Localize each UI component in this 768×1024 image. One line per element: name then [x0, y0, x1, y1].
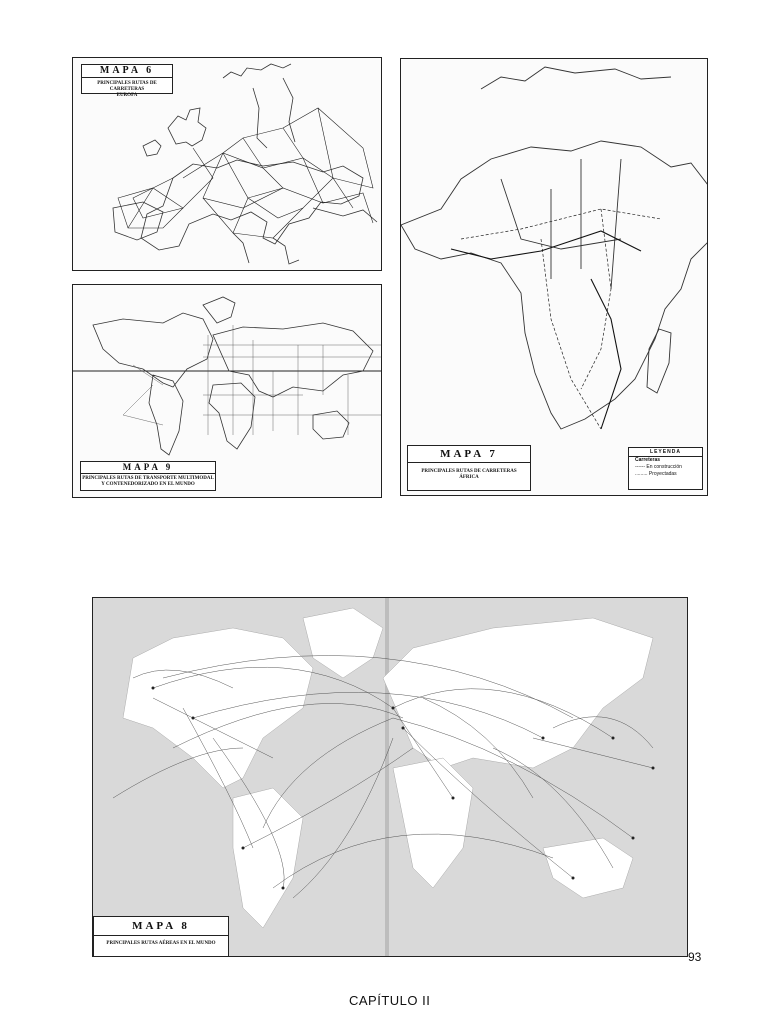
map-9-title: MAPA 9 [81, 462, 215, 474]
map-6-europe-roads [72, 57, 382, 271]
map-6-region: EUROPA [116, 93, 138, 98]
map-8-title: MAPA 8 [94, 917, 228, 936]
map-9-subtitle: PRINCIPALES RUTAS DE TRANSPORTE MULTIMODAL [82, 476, 214, 481]
page-number: 93 [688, 950, 702, 964]
map-7-legend [628, 447, 703, 490]
map-9-world-multimodal [72, 284, 382, 498]
map-8-caption [93, 916, 229, 957]
chapter-title: CAPÍTULO II [349, 993, 431, 1008]
map-6-caption [81, 64, 173, 98]
map-7-caption [407, 445, 531, 491]
legend-row-projected: ......... Proyectadas [635, 471, 677, 477]
world-air-routes-drawing [93, 598, 688, 957]
legend-row-roads: Carreteras [635, 457, 661, 463]
legend-title: LEYENDA [629, 448, 702, 457]
map-9-subtitle-2: Y CONTENEDORIZADO EN EL MUNDO [101, 482, 195, 487]
map-9-caption [80, 461, 216, 491]
map-6-subtitle: PRINCIPALES RUTAS DE CARRETERAS [97, 81, 157, 92]
legend-row-construction: ------ En construcción [635, 464, 682, 470]
map-6-title: MAPA 6 [82, 65, 172, 78]
map-7-title: MAPA 7 [408, 446, 530, 463]
map-8-subtitle: PRINCIPALES RUTAS AÉREAS EN EL MUNDO [106, 941, 216, 946]
map-7-subtitle: PRINCIPALES RUTAS DE CARRETERAS [421, 469, 517, 474]
map-7-africa-roads [400, 58, 708, 496]
map-8-world-air-routes [92, 597, 688, 957]
map-7-region: ÁFRICA [459, 475, 479, 480]
africa-road-map-drawing [401, 59, 708, 496]
